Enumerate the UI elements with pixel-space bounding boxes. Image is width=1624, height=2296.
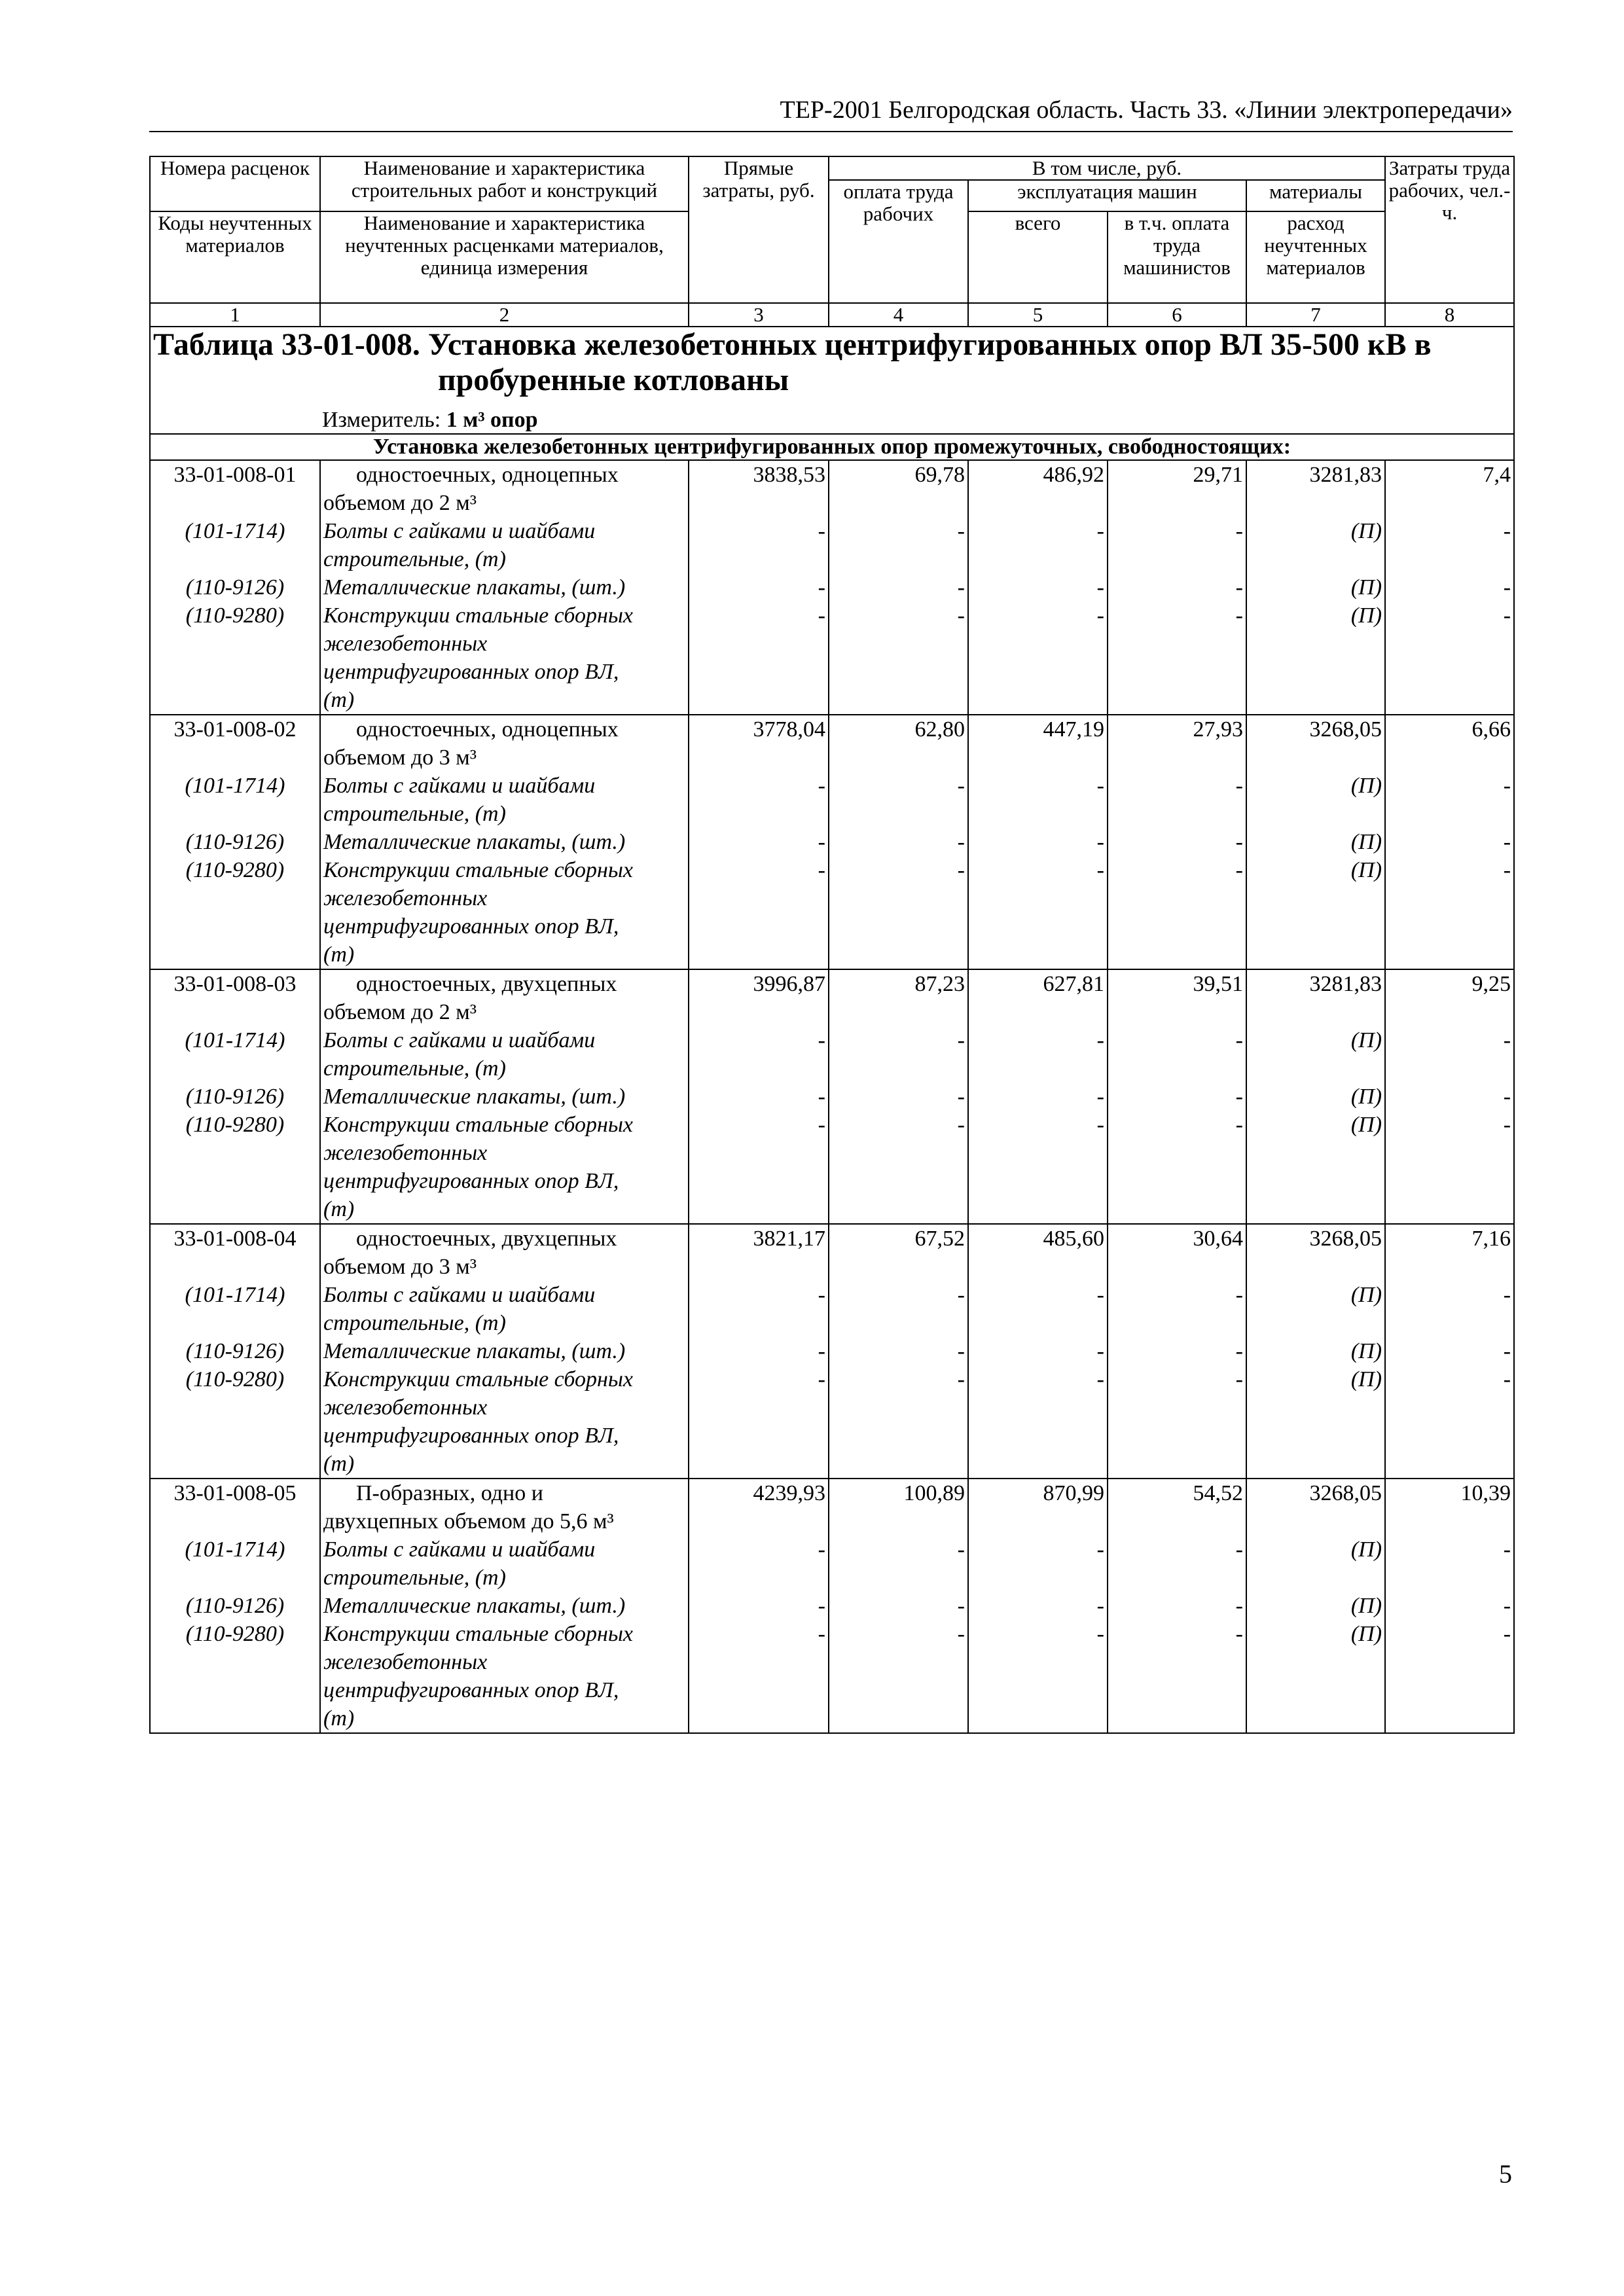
dash: - (957, 1113, 965, 1137)
material-code: (110-9280) (185, 858, 285, 882)
dash: - (1235, 1622, 1243, 1646)
materials-cost: 3281,83 (1309, 972, 1382, 996)
dash: - (818, 519, 825, 543)
dash: - (1503, 603, 1511, 628)
material-code: (110-9126) (185, 1085, 285, 1109)
rate-code: 33-01-008-03 (173, 972, 297, 996)
dash: - (1503, 1283, 1511, 1307)
unaccounted-mark: (П) (1350, 519, 1382, 543)
header-machines-total: всего (968, 211, 1108, 303)
material-name: строительные, (т) (323, 802, 506, 826)
header-rate-numbers: Номера расценок (150, 156, 320, 211)
work-name: одностоечных, одноцепных (356, 717, 619, 742)
table-title-line1: Таблица 33-01-008. Установка железобетонных центрифугированных опор ВЛ 35-500 кВ в (153, 327, 1432, 362)
dash: - (1503, 575, 1511, 600)
materials-cost: 3268,05 (1309, 717, 1382, 742)
material-name: строительные, (т) (323, 1311, 506, 1335)
dash: - (1096, 1367, 1104, 1391)
section-row (150, 434, 1514, 460)
material-name: Металлические плакаты, (шт.) (323, 1339, 626, 1363)
table-title (153, 327, 1511, 398)
material-name: строительные, (т) (323, 1566, 506, 1590)
materials-cost: 3268,05 (1309, 1481, 1382, 1505)
dash: - (818, 1283, 825, 1307)
dash: - (1096, 1339, 1104, 1363)
unaccounted-mark: (П) (1350, 1113, 1382, 1137)
header-operators-pay: в т.ч. оплата труда машинистов (1108, 211, 1246, 303)
material-name: строительные, (т) (323, 547, 506, 571)
dash: - (818, 1113, 825, 1137)
dash: - (1503, 1594, 1511, 1618)
dash: - (1096, 1622, 1104, 1646)
work-name: П-образных, одно и (356, 1481, 543, 1505)
work-volume: объемом до 2 м³ (323, 491, 477, 515)
labor-pay: 62,80 (914, 717, 965, 742)
dash: - (1235, 774, 1243, 798)
work-volume: двухцепных объемом до 5,6 м³ (323, 1509, 614, 1534)
rate-code: 33-01-008-01 (173, 463, 297, 487)
dash: - (1235, 1339, 1243, 1363)
dash: - (818, 774, 825, 798)
col-number: 2 (320, 303, 689, 327)
work-name: одностоечных, двухцепных (356, 972, 617, 996)
material-name: Конструкции стальные сборных (323, 1367, 633, 1391)
unaccounted-mark: (П) (1350, 1367, 1382, 1391)
dash: - (957, 1367, 965, 1391)
work-name: одностоечных, одноцепных (356, 463, 619, 487)
material-code: (110-9126) (185, 1594, 285, 1618)
dash: - (1235, 1594, 1243, 1618)
unaccounted-mark: (П) (1350, 858, 1382, 882)
dash: - (818, 858, 825, 882)
dash: - (1096, 830, 1104, 854)
dash: - (1235, 603, 1243, 628)
direct-costs: 3838,53 (753, 463, 825, 487)
dash: - (818, 1367, 825, 1391)
labor-hours: 10,39 (1460, 1481, 1511, 1505)
rate-row (150, 969, 1514, 1224)
material-name: железобетонных (323, 632, 488, 656)
header-machines: эксплуатация машин (968, 180, 1246, 211)
col-number: 8 (1385, 303, 1514, 327)
rates-table (149, 156, 1515, 1734)
dash: - (1235, 858, 1243, 882)
rate-code: 33-01-008-02 (173, 717, 297, 742)
dash: - (818, 1339, 825, 1363)
dash: - (1096, 1594, 1104, 1618)
running-title: ТЕР-2001 Белгородская область. Часть 33. «Линии электропередачи» (780, 96, 1513, 124)
material-name: (т) (323, 942, 355, 967)
operators-pay: 29,71 (1193, 463, 1243, 487)
header-work-name: Наименование и характеристика строительных работ и конструкций (320, 156, 689, 211)
dash: - (1503, 1622, 1511, 1646)
labor-pay: 67,52 (914, 1227, 965, 1251)
material-name: (т) (323, 688, 355, 712)
material-code: (101-1714) (185, 1028, 285, 1052)
material-name: железобетонных (323, 886, 488, 910)
unaccounted-mark: (П) (1350, 830, 1382, 854)
header-material-codes: Коды неучтенных материалов (150, 211, 320, 303)
material-name: центрифугированных опор ВЛ, (323, 660, 619, 684)
material-name: (т) (323, 1706, 355, 1731)
dash: - (1096, 1028, 1104, 1052)
material-code: (110-9280) (185, 1622, 285, 1646)
header-unaccounted-materials: расход неучтенных материалов (1246, 211, 1385, 303)
dash: - (1096, 603, 1104, 628)
dash: - (818, 1085, 825, 1109)
material-name: железобетонных (323, 1395, 488, 1420)
dash: - (1503, 1113, 1511, 1137)
labor-pay: 69,78 (914, 463, 965, 487)
dash: - (1235, 1085, 1243, 1109)
direct-costs: 3996,87 (753, 972, 825, 996)
header-materials: материалы (1246, 180, 1385, 211)
material-name: Болты с гайками и шайбами (323, 1537, 596, 1562)
material-code: (101-1714) (185, 774, 285, 798)
dash: - (1096, 1085, 1104, 1109)
material-name: Конструкции стальные сборных (323, 858, 633, 882)
rate-row (150, 1479, 1514, 1733)
direct-costs: 3821,17 (753, 1227, 825, 1251)
measure-value: 1 м³ опор (446, 408, 538, 432)
machines-total: 486,92 (1043, 463, 1104, 487)
material-name: (т) (323, 1452, 355, 1476)
operators-pay: 54,52 (1193, 1481, 1243, 1505)
page-number: 5 (1499, 2159, 1512, 2189)
col-number: 5 (968, 303, 1108, 327)
rate-row (150, 715, 1514, 969)
unaccounted-mark: (П) (1350, 1028, 1382, 1052)
dash: - (1503, 1537, 1511, 1562)
material-name: Конструкции стальные сборных (323, 1622, 633, 1646)
operators-pay: 27,93 (1193, 717, 1243, 742)
dash: - (1235, 1028, 1243, 1052)
dash: - (818, 1537, 825, 1562)
material-name: центрифугированных опор ВЛ, (323, 1169, 619, 1193)
dash: - (1503, 519, 1511, 543)
work-volume: объемом до 3 м³ (323, 1255, 477, 1279)
dash: - (1503, 1367, 1511, 1391)
col-number: 6 (1108, 303, 1246, 327)
material-code: (110-9280) (185, 1367, 285, 1391)
materials-cost: 3268,05 (1309, 1227, 1382, 1251)
material-name: Металлические плакаты, (шт.) (323, 575, 626, 600)
dash: - (1503, 858, 1511, 882)
dash: - (1096, 1113, 1104, 1137)
material-name: Металлические плакаты, (шт.) (323, 830, 626, 854)
material-name: строительные, (т) (323, 1056, 506, 1081)
dash: - (1235, 1113, 1243, 1137)
unaccounted-mark: (П) (1350, 774, 1382, 798)
material-name: Болты с гайками и шайбами (323, 774, 596, 798)
material-name: центрифугированных опор ВЛ, (323, 1424, 619, 1448)
material-code: (101-1714) (185, 519, 285, 543)
header-direct-costs: Прямые затраты, руб. (689, 156, 829, 303)
rate-code: 33-01-008-05 (173, 1481, 297, 1505)
material-name: Болты с гайками и шайбами (323, 1028, 596, 1052)
col-number: 1 (150, 303, 320, 327)
work-name: одностоечных, двухцепных (356, 1227, 617, 1251)
header-labor-hours: Затраты труда рабочих, чел.-ч. (1385, 156, 1514, 303)
dash: - (1503, 1339, 1511, 1363)
unaccounted-mark: (П) (1350, 1085, 1382, 1109)
dash: - (957, 1594, 965, 1618)
dash: - (957, 1339, 965, 1363)
labor-hours: 9,25 (1471, 972, 1511, 996)
dash: - (957, 1622, 965, 1646)
unaccounted-mark: (П) (1350, 1622, 1382, 1646)
dash: - (818, 1622, 825, 1646)
section-title: Установка железобетонных центрифугированных опор промежуточных, свободностоящих: (150, 434, 1514, 460)
labor-hours: 7,4 (1483, 463, 1511, 487)
material-name: (т) (323, 1197, 355, 1221)
dash: - (1503, 1028, 1511, 1052)
material-code: (110-9126) (185, 575, 285, 600)
machines-total: 485,60 (1043, 1227, 1104, 1251)
material-name: Конструкции стальные сборных (323, 1113, 633, 1137)
unaccounted-mark: (П) (1350, 1594, 1382, 1618)
rate-row (150, 460, 1514, 715)
dash: - (1096, 858, 1104, 882)
table-title-line2: пробуренные котлованы (438, 363, 789, 397)
dash: - (957, 1283, 965, 1307)
direct-costs: 3778,04 (753, 717, 825, 742)
header-material-name: Наименование и характеристика неучтенных расценками материалов, единица измерения (320, 211, 689, 303)
unaccounted-mark: (П) (1350, 1283, 1382, 1307)
col-number: 4 (829, 303, 968, 327)
material-name: железобетонных (323, 1141, 488, 1165)
labor-pay: 100,89 (903, 1481, 965, 1505)
dash: - (1235, 1367, 1243, 1391)
machines-total: 627,81 (1043, 972, 1104, 996)
dash: - (1503, 774, 1511, 798)
operators-pay: 39,51 (1193, 972, 1243, 996)
header-labor-pay: оплата труда рабочих (829, 180, 968, 303)
direct-costs: 4239,93 (753, 1481, 825, 1505)
material-name: Болты с гайками и шайбами (323, 1283, 596, 1307)
labor-hours: 6,66 (1471, 717, 1511, 742)
dash: - (957, 830, 965, 854)
dash: - (1235, 1537, 1243, 1562)
unaccounted-mark: (П) (1350, 1537, 1382, 1562)
material-code: (110-9126) (185, 1339, 285, 1363)
machines-total: 870,99 (1043, 1481, 1104, 1505)
column-numbers-row (150, 303, 1514, 327)
operators-pay: 30,64 (1193, 1227, 1243, 1251)
col-number: 3 (689, 303, 829, 327)
dash: - (957, 774, 965, 798)
unaccounted-mark: (П) (1350, 1339, 1382, 1363)
material-code: (110-9126) (185, 830, 285, 854)
dash: - (957, 1537, 965, 1562)
material-name: Конструкции стальные сборных (323, 603, 633, 628)
dash: - (1096, 1537, 1104, 1562)
unaccounted-mark: (П) (1350, 603, 1382, 628)
table-title-row (150, 327, 1514, 434)
dash: - (1235, 575, 1243, 600)
dash: - (1096, 1283, 1104, 1307)
material-code: (110-9280) (185, 1113, 285, 1137)
dash: - (1235, 830, 1243, 854)
col-number: 7 (1246, 303, 1385, 327)
labor-pay: 87,23 (914, 972, 965, 996)
material-code: (101-1714) (185, 1283, 285, 1307)
material-name: Металлические плакаты, (шт.) (323, 1085, 626, 1109)
dash: - (1096, 774, 1104, 798)
measure-label: Измеритель: (322, 408, 441, 432)
dash: - (957, 858, 965, 882)
unaccounted-mark: (П) (1350, 575, 1382, 600)
dash: - (957, 603, 965, 628)
material-code: (110-9280) (185, 603, 285, 628)
dash: - (1235, 1283, 1243, 1307)
materials-cost: 3281,83 (1309, 463, 1382, 487)
machines-total: 447,19 (1043, 717, 1104, 742)
material-name: Болты с гайками и шайбами (323, 519, 596, 543)
dash: - (957, 519, 965, 543)
dash: - (818, 1594, 825, 1618)
dash: - (818, 830, 825, 854)
dash: - (1096, 575, 1104, 600)
dash: - (818, 1028, 825, 1052)
dash: - (818, 575, 825, 600)
material-name: железобетонных (323, 1650, 488, 1674)
running-header (149, 97, 1513, 132)
dash: - (957, 1085, 965, 1109)
work-volume: объемом до 2 м³ (323, 1000, 477, 1024)
material-code: (101-1714) (185, 1537, 285, 1562)
material-name: центрифугированных опор ВЛ, (323, 914, 619, 939)
labor-hours: 7,16 (1471, 1227, 1511, 1251)
dash: - (957, 1028, 965, 1052)
dash: - (1235, 519, 1243, 543)
dash: - (957, 575, 965, 600)
dash: - (1503, 830, 1511, 854)
material-name: Металлические плакаты, (шт.) (323, 1594, 626, 1618)
dash: - (818, 603, 825, 628)
work-volume: объемом до 3 м³ (323, 745, 477, 770)
material-name: центрифугированных опор ВЛ, (323, 1678, 619, 1702)
measure-unit (153, 407, 1511, 433)
rate-row (150, 1224, 1514, 1479)
dash: - (1503, 1085, 1511, 1109)
rate-code: 33-01-008-04 (173, 1227, 297, 1251)
dash: - (1096, 519, 1104, 543)
header-including: В том числе, руб. (829, 156, 1385, 180)
